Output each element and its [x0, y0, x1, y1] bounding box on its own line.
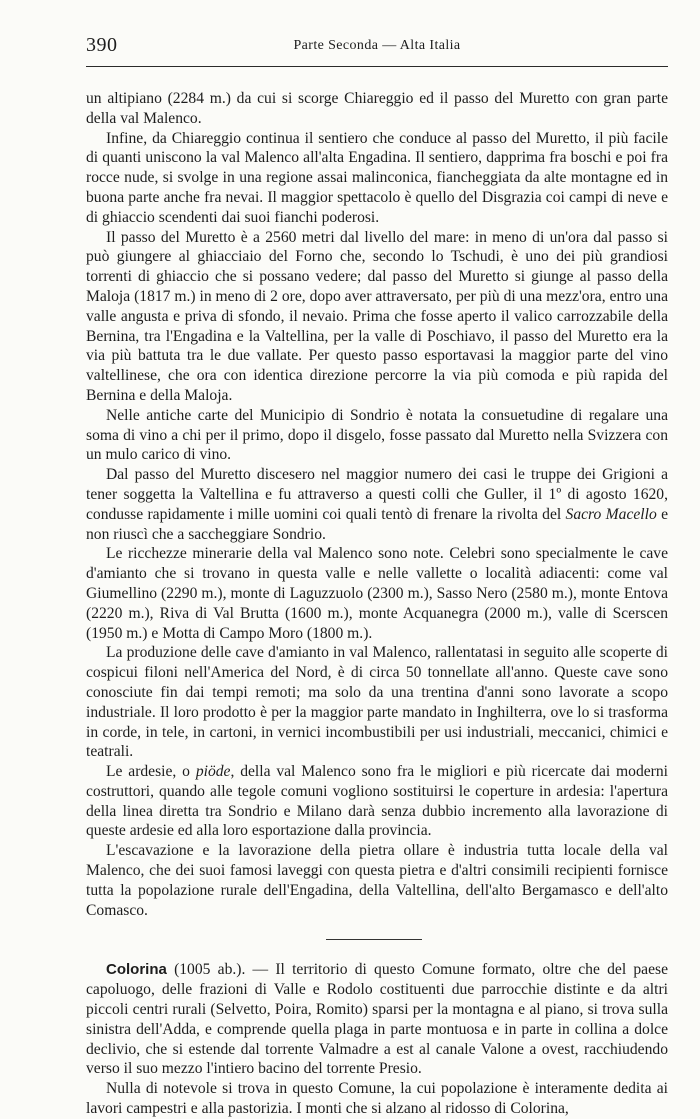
page-number: 390	[86, 34, 118, 56]
paragraph-5-italic: Sacro Macello	[565, 505, 657, 523]
paragraph-8-italic: piöde	[195, 763, 231, 781]
section-separator	[326, 939, 422, 940]
paragraph-6: Le ricchezze minerarie della val Malenco sono note. Celebri sono specialmente le cave d'amianto che si trovano in questa valle e nelle vallette o località adiacenti: come val Giumellino (2290 m.), monte di Laguzzuolo (2300 m.), Sasso Nero (2580 m.), monte Entova (2220 m.), Riva di Val Brutta (1600 m.), monte Acquanegra (2000 m.), valle di Scerscen (1950 m.) e Motta di Campo Moro (1800 m.).	[86, 545, 668, 642]
page-header	[86, 30, 668, 60]
body-text	[86, 89, 668, 1119]
paragraph-4: Nelle antiche carte del Municipio di Sondrio è notata la consuetudine di regalare una soma di vino a chi per il primo, dopo il disgelo, fosse passato dal Muretto nella Svizzera con un mulo carico di vino.	[86, 406, 668, 464]
running-title: Parte Seconda — Alta Italia	[293, 38, 461, 53]
paragraph-9: L'escavazione e la lavorazione della pietra ollare è industria tutta locale della val Malenco, che dei suoi famosi laveggi con questa pietra e d'altri consimili recipienti fornisce tutta la popolazione rurale dell'Engadina, della Valtellina, dell'alto Bergamasco e dell'alto Comasco.	[86, 842, 668, 919]
paragraph-10-text: (1005 ab.). — Il territorio di questo Comune formato, oltre che del paese capoluogo, delle frazioni di Valle e Rodolo costituenti due parrocchie distinte e da altri piccoli centri rurali (Selvetto, Poira, Romito) sparsi per la montagna e al piano, si trova sulla sinistra dell'Adda, e comprende quella plaga in parte montuosa e in parte in collina a dolce declivio, che si estende dal torrente Valmadre a est al canale Valone a ovest, racchiudendo verso il suo mezzo l'intiero bacino del torrente Presio.	[86, 961, 668, 1078]
paragraph-5	[86, 465, 668, 544]
paragraph-5-text-a: Dal passo del Muretto discesero nel maggior numero dei casi le truppe dei Grigioni a tener soggetta la Valtellina e fu attraverso a questi colli che Guller, il 1º di agosto 1620, condusse rapidamente i mille uomini coi quali tentò di frenare la rivolta del	[86, 466, 668, 523]
paragraph-8	[86, 762, 668, 841]
paragraph-8-text-b: , della val Malenco sono fra le migliori e più ricercate dai moderni costruttori, quando alle tegole comuni vogliono sostituirsi le coperture in ardesia: l'apertura della linea diretta tra Sondrio e Milano darà senza dubbio incremento alla lavorazione di queste ardesie ed alla loro esportazione dalla provincia.	[86, 763, 669, 840]
paragraph-2: Infine, da Chiareggio continua il sentiero che conduce al passo del Muretto, il più facile di quanti uniscono la val Malenco all'alta Engadina. Il sentiero, dapprima fra boschi e poi fra rocce nude, si svolge in una regione assai malinconica, fiancheggiata da alte montagne ed in buona parte anche fra nevai. Il maggior spettacolo è quello del Disgrazia coi campi di neve e di ghiaccio scendenti dai suoi fianchi poderosi.	[86, 129, 668, 226]
paragraph-10	[86, 960, 668, 1079]
paragraph-7: La produzione delle cave d'amianto in val Malenco, rallentatasi in seguito alle scoperte di cospicui filoni nell'America del Nord, è di circa 50 tonnellate all'anno. Queste cave sono conosciute fin dai tempi remoti; ma solo da una trentina d'anni sono lavorate a scopo industriale. Il loro prodotto è per la maggior parte mandato in Inghilterra, ove lo si trasforma in corde, in tele, in cartoni, in vernici incombustibili per usi industriali, meccanici, chimici e teatrali.	[86, 644, 668, 761]
entry-title-colorina: Colorina	[106, 961, 167, 979]
paragraph-3: Il passo del Muretto è a 2560 metri dal livello del mare: in meno di un'ora dal passo si può giungere al ghiacciaio del Forno che, secondo lo Tschudi, è uno dei più grandiosi torrenti di ghiaccio che si possano vedere; dal passo del Muretto si giunge al passo della Maloja (1817 m.) in meno di 2 ore, dopo aver attraversato, per più di una mezz'ora, entro una valle angusta e priva di sfondo, il nevaio. Prima che fosse aperto il valico carrozzabile della Bernina, tra l'Engadina e la Valtellina, per la valle di Poschiavo, il passo del Muretto era la via più battuta tra le due vallate. Per questo passo esportavasi la maggior parte del vino valtellinese, che ora con identica direzione percorre la via più comoda e più rapida del Bernina e della Maloja.	[86, 228, 668, 404]
header-rule	[86, 66, 668, 67]
paragraph-11: Nulla di notevole si trova in questo Comune, la cui popolazione è interamente dedita ai lavori campestri e alla pastorizia. I monti che si alzano al ridosso di Colorina,	[86, 1080, 668, 1118]
paragraph-1: un altipiano (2284 m.) da cui si scorge Chiareggio ed il passo del Muretto con gran parte della val Malenco.	[86, 90, 668, 127]
paragraph-5-text-b: e non riuscì che a saccheggiare Sondrio.	[86, 505, 668, 543]
paragraph-8-text-a: Le ardesie, o	[106, 763, 190, 781]
